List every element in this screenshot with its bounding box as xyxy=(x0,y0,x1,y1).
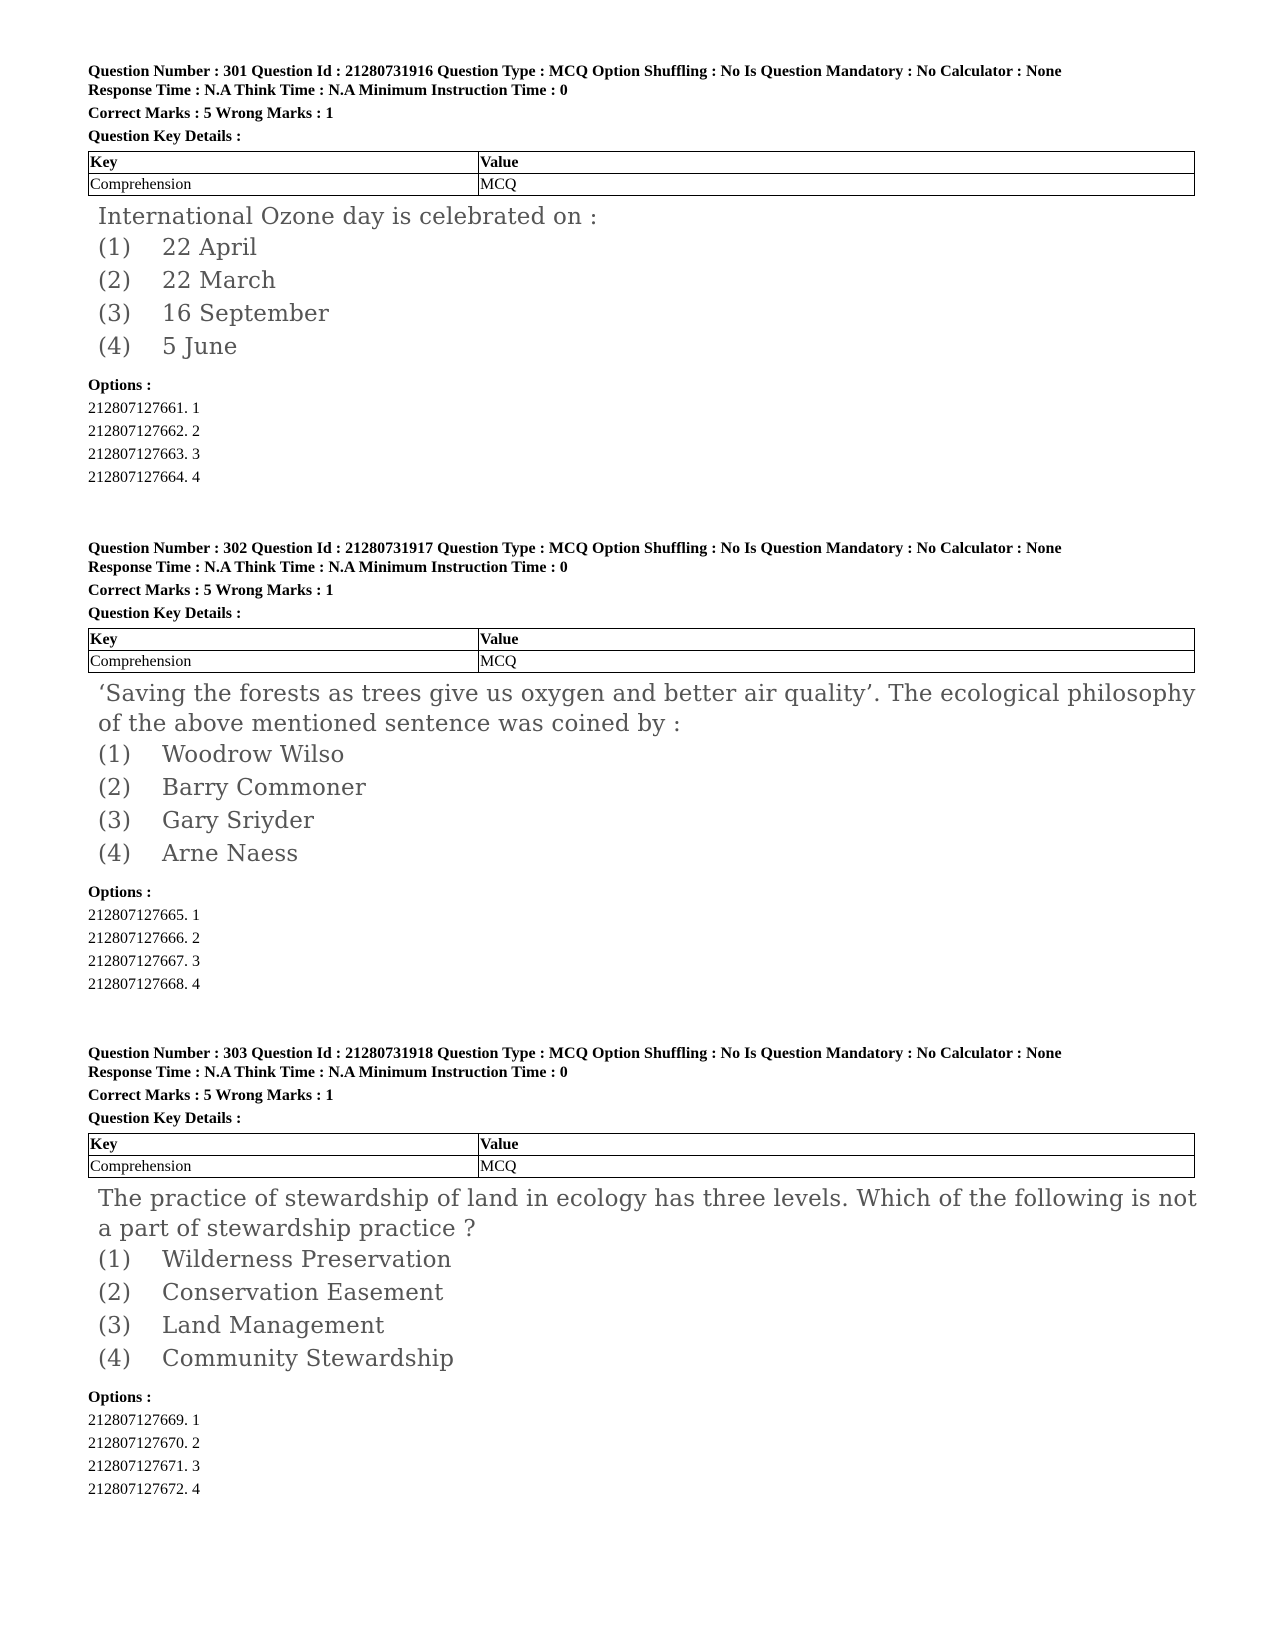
choice-text: Woodrow Wilso xyxy=(162,742,345,768)
table-header-row xyxy=(89,1134,1195,1156)
choice-item xyxy=(98,265,1198,298)
choice-number: (3) xyxy=(98,301,132,327)
choice-number: (4) xyxy=(98,1346,132,1372)
choice-item xyxy=(98,232,1198,265)
key-cell: Comprehension xyxy=(89,1156,479,1178)
option-id-row: 212807127670. 2 xyxy=(88,1435,200,1452)
choice-text: Community Stewardship xyxy=(162,1346,455,1372)
marks-line: Correct Marks : 5 Wrong Marks : 1 xyxy=(88,105,334,122)
question-meta xyxy=(88,1044,1198,1128)
choice-text: 16 September xyxy=(162,301,330,327)
choice-text: Conservation Easement xyxy=(162,1280,444,1306)
choice-item xyxy=(98,1310,1198,1343)
option-id-row: 212807127671. 3 xyxy=(88,1458,200,1475)
option-id-row: 212807127665. 1 xyxy=(88,907,200,924)
choice-item xyxy=(98,1277,1198,1310)
key-details-label: Question Key Details : xyxy=(88,128,242,145)
value-header: Value xyxy=(479,152,1195,174)
choice-text: 22 April xyxy=(162,235,258,261)
table-row xyxy=(89,651,1195,673)
key-cell: Comprehension xyxy=(89,651,479,673)
table-row xyxy=(89,1156,1195,1178)
key-details-table xyxy=(88,1133,1195,1178)
choice-item xyxy=(98,838,1198,871)
choice-number: (4) xyxy=(98,334,132,360)
choice-text: 22 March xyxy=(162,268,277,294)
options-list xyxy=(88,1386,1198,1501)
table-header-row xyxy=(89,152,1195,174)
key-details-label: Question Key Details : xyxy=(88,605,242,622)
choice-item xyxy=(98,805,1198,838)
choice-text: 5 June xyxy=(162,334,238,360)
choice-number: (1) xyxy=(98,235,132,261)
option-id-row: 212807127663. 3 xyxy=(88,446,200,463)
choice-item xyxy=(98,739,1198,772)
options-list xyxy=(88,374,1198,489)
question-block-303 xyxy=(88,1044,1198,1501)
value-cell: MCQ xyxy=(479,1156,1195,1178)
key-header: Key xyxy=(89,1134,479,1156)
marks-line: Correct Marks : 5 Wrong Marks : 1 xyxy=(88,582,334,599)
question-meta xyxy=(88,62,1198,146)
choice-number: (3) xyxy=(98,808,132,834)
choice-number: (2) xyxy=(98,775,132,801)
table-row xyxy=(89,174,1195,196)
table-header-row xyxy=(89,629,1195,651)
key-details-table xyxy=(88,628,1195,673)
question-block-301 xyxy=(88,62,1198,489)
question-meta xyxy=(88,539,1198,623)
question-header-line2: Response Time : N.A Think Time : N.A Minimum Instruction Time : 0 xyxy=(88,559,568,576)
question-content xyxy=(98,1184,1198,1376)
option-id-row: 212807127667. 3 xyxy=(88,953,200,970)
choice-item xyxy=(98,1244,1198,1277)
options-list xyxy=(88,881,1198,996)
question-content xyxy=(98,202,1198,364)
choice-number: (3) xyxy=(98,1313,132,1339)
question-header-line1: Question Number : 302 Question Id : 21280731917 Question Type : MCQ Option Shuffling : No Is Question Mandatory : No Calculator : None xyxy=(88,540,1062,557)
choice-text: Wilderness Preservation xyxy=(162,1247,452,1273)
question-stem: ‘Saving the forests as trees give us oxygen and better air quality’. The ecological philosophy of the above mentioned sentence was coined by : xyxy=(98,681,1196,737)
key-header: Key xyxy=(89,152,479,174)
options-label: Options : xyxy=(88,884,152,901)
choice-number: (1) xyxy=(98,1247,132,1273)
choice-item xyxy=(98,772,1198,805)
key-cell: Comprehension xyxy=(89,174,479,196)
question-block-302 xyxy=(88,539,1198,996)
choice-text: Land Management xyxy=(162,1313,385,1339)
question-header-line1: Question Number : 301 Question Id : 21280731916 Question Type : MCQ Option Shuffling : No Is Question Mandatory : No Calculator : None xyxy=(88,63,1062,80)
key-details-label: Question Key Details : xyxy=(88,1110,242,1127)
marks-line: Correct Marks : 5 Wrong Marks : 1 xyxy=(88,1087,334,1104)
option-id-row: 212807127661. 1 xyxy=(88,400,200,417)
choice-number: (2) xyxy=(98,1280,132,1306)
choice-text: Barry Commoner xyxy=(162,775,367,801)
question-stem: The practice of stewardship of land in ecology has three levels. Which of the following is not a part of stewardship practice ? xyxy=(98,1186,1197,1242)
question-content xyxy=(98,679,1198,871)
question-stem: International Ozone day is celebrated on : xyxy=(98,204,598,230)
option-id-row: 212807127666. 2 xyxy=(88,930,200,947)
choice-number: (2) xyxy=(98,268,132,294)
value-header: Value xyxy=(479,629,1195,651)
choice-text: Arne Naess xyxy=(162,841,299,867)
choice-number: (1) xyxy=(98,742,132,768)
key-header: Key xyxy=(89,629,479,651)
choice-number: (4) xyxy=(98,841,132,867)
option-id-row: 212807127672. 4 xyxy=(88,1481,200,1498)
choice-item xyxy=(98,298,1198,331)
options-label: Options : xyxy=(88,377,152,394)
option-id-row: 212807127668. 4 xyxy=(88,976,200,993)
option-id-row: 212807127669. 1 xyxy=(88,1412,200,1429)
choice-item xyxy=(98,331,1198,364)
value-header: Value xyxy=(479,1134,1195,1156)
value-cell: MCQ xyxy=(479,651,1195,673)
option-id-row: 212807127664. 4 xyxy=(88,469,200,486)
question-header-line1: Question Number : 303 Question Id : 21280731918 Question Type : MCQ Option Shuffling : No Is Question Mandatory : No Calculator : None xyxy=(88,1045,1062,1062)
value-cell: MCQ xyxy=(479,174,1195,196)
options-label: Options : xyxy=(88,1389,152,1406)
choice-item xyxy=(98,1343,1198,1376)
question-header-line2: Response Time : N.A Think Time : N.A Minimum Instruction Time : 0 xyxy=(88,82,568,99)
choice-text: Gary Sriyder xyxy=(162,808,315,834)
key-details-table xyxy=(88,151,1195,196)
question-header-line2: Response Time : N.A Think Time : N.A Minimum Instruction Time : 0 xyxy=(88,1064,568,1081)
option-id-row: 212807127662. 2 xyxy=(88,423,200,440)
